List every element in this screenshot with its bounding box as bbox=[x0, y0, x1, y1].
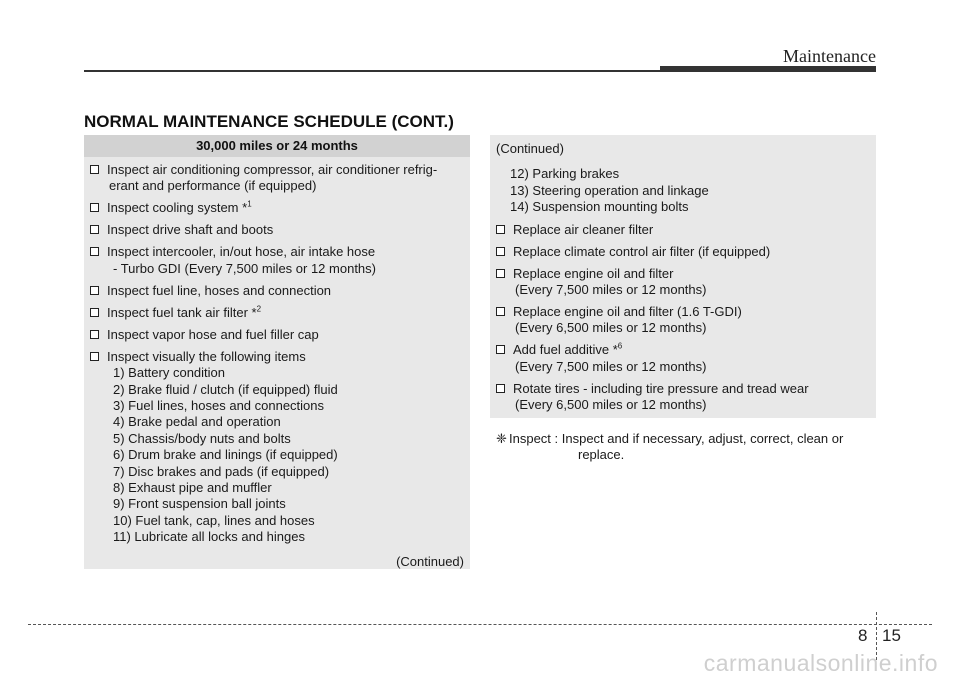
visual-item: 3) Fuel lines, hoses and connections bbox=[113, 398, 325, 414]
list-item: Replace climate control air filter (if equipped) bbox=[496, 244, 870, 260]
checkbox-icon bbox=[90, 308, 99, 317]
list-item: Replace air cleaner filter bbox=[496, 222, 870, 238]
right-panel-content bbox=[490, 135, 876, 414]
visual-item: 1) Battery condition bbox=[113, 365, 226, 381]
header-rule-thick bbox=[660, 66, 876, 72]
list-item: Inspect vapor hose and fuel filler cap bbox=[90, 327, 464, 343]
footer-divider bbox=[28, 624, 932, 625]
list-item: Rotate tires - including tire pressure and tread wear (Every 6,500 miles or 12 months) bbox=[496, 381, 870, 414]
list-item: Inspect drive shaft and boots bbox=[90, 222, 464, 238]
continued-label: (Continued) bbox=[396, 553, 464, 569]
list-item: Inspect air conditioning compressor, air conditioner refrig- erant and performance (if equipped) bbox=[90, 162, 464, 195]
header-rule bbox=[84, 70, 660, 72]
checkbox-icon bbox=[90, 330, 99, 339]
watermark: carmanualsonline.info bbox=[703, 650, 938, 676]
note-symbol-icon: ❈ bbox=[496, 431, 507, 446]
schedule-panel-right bbox=[490, 135, 876, 418]
note-text-continued: replace. bbox=[578, 447, 625, 463]
list-item: Add fuel additive *$^6$ (Every 7,500 miles or 12 months) bbox=[496, 342, 870, 375]
visual-item: 2) Brake fluid / clutch (if equipped) fluid bbox=[113, 381, 338, 397]
visual-item: 12) Parking brakes bbox=[510, 166, 620, 182]
list-item: Inspect cooling system *$^1$ bbox=[90, 200, 464, 216]
checkbox-icon bbox=[496, 247, 505, 256]
left-panel-content bbox=[84, 157, 470, 570]
checkbox-icon bbox=[496, 307, 505, 316]
list-item: Inspect fuel tank air filter *$^2$ bbox=[90, 305, 464, 321]
list-item: Inspect intercooler, in/out hose, air intake hose - Turbo GDI (Every 7,500 miles or 12 months) bbox=[90, 244, 464, 277]
checkbox-icon bbox=[90, 247, 99, 256]
footnote-marker: 6 bbox=[617, 342, 623, 352]
list-item: Inspect visually the following items 1) Battery condition 2) Brake fluid / clutch (if equipped) fluid 3) Fuel lines, hoses and connections 4) Brake pedal and operation 5) Chassis/body nuts and bolts 6) Drum brake and linings (if equipped) 7) Disc brakes and pads (if equipped) 8) Exhaust pipe and muffler 9) Front suspension ball joints 10) Fuel tank, cap, lines and hoses 11) Lubricate all locks and hinges bbox=[90, 349, 464, 546]
visual-item: 7) Disc brakes and pads (if equipped) bbox=[113, 463, 330, 479]
checkbox-icon bbox=[90, 203, 99, 212]
checkbox-icon bbox=[496, 345, 505, 354]
footnote-marker: 2 bbox=[256, 304, 262, 314]
list-item: Replace engine oil and filter (Every 7,500 miles or 12 months) bbox=[496, 266, 870, 299]
page-number: 15 bbox=[882, 626, 901, 645]
visual-item: 13) Steering operation and linkage bbox=[510, 182, 709, 198]
visual-item: 4) Brake pedal and operation bbox=[113, 414, 281, 430]
checkbox-icon bbox=[90, 165, 99, 174]
checkbox-icon bbox=[496, 225, 505, 234]
visual-item: 11) Lubricate all locks and hinges bbox=[113, 529, 305, 545]
list-item: Inspect fuel line, hoses and connection bbox=[90, 283, 464, 299]
list-item: Replace engine oil and filter (1.6 T-GDI) (Every 6,500 miles or 12 months) bbox=[496, 304, 870, 337]
page-title: NORMAL MAINTENANCE SCHEDULE (CONT.) bbox=[84, 112, 454, 131]
checkbox-icon bbox=[90, 225, 99, 234]
interval-header: 30,000 miles or 24 months bbox=[84, 135, 470, 157]
visual-item: 10) Fuel tank, cap, lines and hoses bbox=[113, 512, 315, 528]
checkbox-icon bbox=[90, 286, 99, 295]
numbered-list bbox=[496, 166, 870, 215]
section-title: Maintenance bbox=[783, 46, 876, 66]
inspect-note bbox=[496, 431, 876, 464]
note-text: Inspect : Inspect and if necessary, adjust, correct, clean or bbox=[509, 431, 844, 446]
schedule-panel-left bbox=[84, 135, 470, 569]
checkbox-icon bbox=[496, 269, 505, 278]
checkbox-icon bbox=[90, 352, 99, 361]
visual-item: 14) Suspension mounting bolts bbox=[510, 199, 689, 215]
chapter-number: 8 bbox=[858, 626, 868, 645]
visual-item: 5) Chassis/body nuts and bolts bbox=[113, 430, 291, 446]
visual-item: 8) Exhaust pipe and muffler bbox=[113, 480, 272, 496]
visual-item: 6) Drum brake and linings (if equipped) bbox=[113, 447, 338, 463]
continued-label: (Continued) bbox=[496, 141, 564, 156]
footnote-marker: 1 bbox=[247, 200, 252, 210]
visual-item: 9) Front suspension ball joints bbox=[113, 496, 286, 512]
checkbox-icon bbox=[496, 384, 505, 393]
